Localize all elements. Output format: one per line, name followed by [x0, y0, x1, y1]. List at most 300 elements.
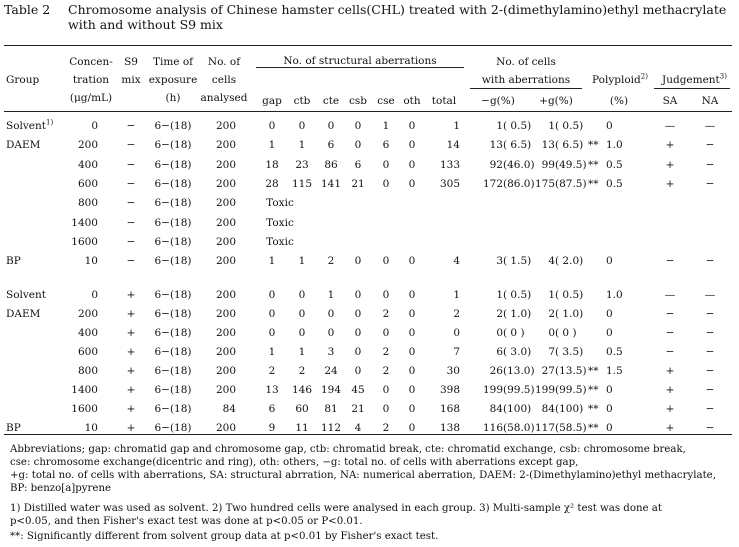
header-with-ab-1: No. of cells — [496, 56, 556, 68]
cell-gap: 9 — [268, 422, 276, 434]
cell-total: 7 — [453, 346, 460, 358]
cell-total: 1 — [453, 289, 460, 301]
cell-cse: 0 — [382, 327, 390, 339]
cell-sa: — — [664, 289, 676, 301]
cell-pg-p: ( 1.0) — [555, 308, 584, 320]
cell-pg-s: ** — [588, 158, 599, 171]
cell-poly: 0 — [606, 308, 613, 320]
cell-ctb: 60 — [295, 403, 309, 415]
cell-oth: 0 — [408, 384, 416, 396]
cell-ctb: 11 — [295, 422, 309, 434]
cell-csb: 0 — [354, 255, 362, 268]
cell-ctb: 146 — [291, 384, 313, 396]
cell-sa: − — [665, 327, 675, 339]
cell-na: − — [705, 158, 715, 171]
cell-gap: Toxic — [266, 197, 294, 210]
cell-ctb: 1 — [298, 346, 306, 358]
cell-oth: 0 — [408, 177, 416, 190]
cell-sa: + — [665, 365, 675, 377]
cell-cse: 0 — [382, 384, 390, 396]
cell-gap: 2 — [268, 365, 276, 377]
cell-ctb: 23 — [295, 158, 309, 171]
cell-cse: 2 — [382, 308, 390, 320]
header-ctb: ctb — [293, 95, 311, 107]
cell-pg-n: 99 — [541, 158, 555, 171]
cell-sa: + — [665, 139, 675, 152]
cell-conc: 200 — [77, 308, 98, 320]
cell-poly: 0 — [606, 255, 613, 268]
header-time-2: exposure — [148, 74, 198, 86]
cell-total: 0 — [453, 327, 460, 339]
cell-oth: 0 — [408, 120, 416, 132]
cell-csb: 45 — [351, 384, 365, 396]
cell-mg-p: (99.5) — [503, 384, 535, 396]
cell-oth: 0 — [408, 422, 416, 434]
cell-sa: — — [664, 120, 676, 132]
cell-pg-n: 13 — [541, 139, 555, 152]
cell-mg-n: 172 — [482, 177, 503, 190]
cell-mg-p: ( 6.5) — [503, 139, 532, 152]
cell-gap: 0 — [268, 120, 276, 132]
cell-na: − — [705, 177, 715, 190]
cell-cells: 200 — [215, 235, 236, 248]
cell-na: − — [705, 327, 715, 339]
cell-s9: + — [126, 308, 136, 320]
cell-csb: 4 — [354, 422, 362, 434]
cell-group: DAEM — [6, 139, 41, 152]
header-polyploid-unit: (%) — [609, 95, 629, 107]
cell-ctb: 0 — [298, 120, 306, 132]
cell-cells: 200 — [215, 384, 236, 396]
cell-conc: 800 — [77, 197, 98, 210]
cell-total: 138 — [439, 422, 460, 434]
cell-conc: 1600 — [71, 235, 98, 248]
cell-csb: 0 — [354, 365, 362, 377]
cell-cse: 0 — [382, 255, 390, 268]
cell-cse: 0 — [382, 289, 390, 301]
cell-ctb: 0 — [298, 327, 306, 339]
cell-gap: 13 — [265, 384, 279, 396]
cell-oth: 0 — [408, 255, 416, 268]
cell-time: 6−(18) — [154, 422, 192, 434]
cell-total: 4 — [453, 255, 460, 268]
cell-oth: 0 — [408, 139, 416, 152]
cell-conc: 600 — [77, 346, 98, 358]
cell-oth: 0 — [408, 346, 416, 358]
cell-poly: 0 — [606, 422, 613, 434]
cell-s9: − — [126, 158, 136, 171]
cell-gap: 1 — [268, 346, 276, 358]
cell-conc: 200 — [77, 139, 98, 152]
cell-mg-n: 26 — [489, 365, 503, 377]
cell-pg-p: (100) — [555, 403, 584, 415]
cell-pg-p: ( 0.5) — [555, 120, 584, 132]
cell-gap: 0 — [268, 327, 276, 339]
cell-s9: − — [126, 197, 136, 210]
cell-poly: 1.0 — [606, 139, 623, 152]
cell-pg-n: 199 — [534, 384, 555, 396]
cell-s9: − — [126, 235, 136, 248]
header-struct-title: No. of structural aberrations — [283, 55, 437, 67]
footnote-line5: 1) Distilled water was used as solvent. 2) Two hundred cells were analysed in each group. 3) Multi-sample χ² test was done at — [10, 503, 662, 514]
cell-mg-p: (58.0) — [503, 422, 535, 434]
table-label: Table 2 — [4, 2, 51, 17]
cell-group: BP — [6, 255, 21, 268]
cell-cells: 200 — [215, 177, 236, 190]
cell-poly: 0 — [606, 384, 613, 396]
cell-cse: 0 — [382, 158, 390, 171]
cell-sa: + — [665, 422, 675, 434]
header-s9-1: S9 — [124, 56, 138, 68]
cell-csb: 0 — [354, 289, 362, 301]
cell-csb: 0 — [354, 346, 362, 358]
cell-time: 6−(18) — [154, 289, 192, 301]
cell-csb: 0 — [354, 139, 362, 152]
cell-time: 6−(18) — [154, 197, 192, 210]
cell-pg-n: 4 — [548, 255, 555, 268]
cell-conc: 1600 — [71, 403, 98, 415]
header-group: Group — [6, 74, 40, 86]
cell-time: 6−(18) — [154, 365, 192, 377]
footnote-line7: **: Significantly different from solvent group data at p<0.01 by Fisher's exact test. — [10, 531, 439, 542]
cell-cells: 200 — [215, 139, 236, 152]
cell-time: 6−(18) — [154, 235, 192, 248]
cell-conc: 600 — [77, 177, 98, 190]
cell-pg-n: 84 — [541, 403, 555, 415]
cell-pg-s: ** — [588, 365, 599, 377]
cell-poly: 0.5 — [606, 158, 623, 171]
cell-total: 1 — [453, 120, 460, 132]
cell-oth: 0 — [408, 327, 416, 339]
judgement-header-rule — [654, 88, 730, 89]
cell-sa: + — [665, 384, 675, 396]
cell-mg-n: 3 — [496, 255, 503, 268]
cell-poly: 1.0 — [606, 289, 623, 301]
cell-cte: 3 — [327, 346, 335, 358]
cell-time: 6−(18) — [154, 384, 192, 396]
cell-cells: 200 — [215, 422, 236, 434]
footnote-line1: Abbreviations; gap: chromatid gap and chromosome gap, ctb: chromatid break, cte: chromatid exchange, csb: chromosome break, — [10, 444, 686, 455]
cell-pg-s: ** — [588, 384, 599, 396]
cell-ctb: 2 — [298, 365, 306, 377]
cell-mg-n: 6 — [496, 346, 503, 358]
header-total: total — [431, 95, 457, 107]
cell-group: BP — [6, 422, 21, 434]
cell-cte: 24 — [324, 365, 338, 377]
cell-cte: 1 — [327, 289, 335, 301]
cell-mg-n: 84 — [489, 403, 503, 415]
cell-cse: 0 — [382, 177, 390, 190]
cell-time: 6−(18) — [154, 255, 192, 268]
header-conc-2: tration — [72, 74, 110, 86]
cell-mg-p: ( 0 ) — [503, 327, 525, 339]
header-judgement: Judgement$^{3)}$ — [662, 72, 727, 86]
cell-s9: + — [126, 422, 136, 434]
cell-cells: 200 — [215, 255, 236, 268]
cell-mg-n: 1 — [496, 120, 503, 132]
table-title-line2: with and without S9 mix — [68, 17, 223, 32]
cell-ctb: 0 — [298, 308, 306, 320]
cell-time: 6−(18) — [154, 120, 192, 132]
cell-s9: − — [126, 255, 136, 268]
cell-time: 6−(18) — [154, 139, 192, 152]
cell-ctb: 115 — [291, 177, 313, 190]
cell-conc: 400 — [77, 158, 98, 171]
cell-pg-n: 1 — [548, 289, 555, 301]
cell-pg-s: ** — [588, 422, 599, 434]
header-cte: cte — [322, 95, 340, 107]
table-title-line1: Chromosome analysis of Chinese hamster cells(CHL) treated with 2-(dimethylamino)ethyl methacrylate — [68, 2, 727, 17]
cell-pg-n: 2 — [548, 308, 555, 320]
cell-oth: 0 — [408, 158, 416, 171]
header-with-ab-2: with aberrations — [481, 74, 571, 86]
cell-mg-n: 2 — [496, 308, 503, 320]
cell-cells: 200 — [215, 216, 236, 229]
cell-mg-n: 199 — [482, 384, 503, 396]
cell-mg-n: 92 — [489, 158, 503, 171]
footnote-line2: cse: chromosome exchange(dicentric and ring), oth: others, −g: total no. of cells with aberrations except gap, — [10, 457, 579, 468]
cell-cells: 200 — [215, 197, 236, 210]
header-cells-1: No. of — [207, 56, 241, 68]
cell-mg-p: ( 0.5) — [503, 289, 532, 301]
cell-pg-p: (87.5) — [555, 177, 587, 190]
cell-pg-p: ( 0 ) — [555, 327, 577, 339]
cell-cte: 141 — [320, 177, 342, 190]
cell-time: 6−(18) — [154, 216, 192, 229]
cell-pg-n: 1 — [548, 120, 555, 132]
cells-header-rule — [470, 88, 582, 89]
cell-oth: 0 — [408, 403, 416, 415]
cell-na: − — [705, 403, 715, 415]
cell-total: 305 — [439, 177, 460, 190]
header-gap: gap — [262, 95, 282, 107]
cell-cells: 200 — [215, 308, 236, 320]
cell-na: − — [705, 422, 715, 434]
cell-total: 2 — [453, 308, 460, 320]
cell-mg-n: 13 — [489, 139, 503, 152]
cell-s9: + — [126, 289, 136, 301]
header-time-1: Time of — [152, 56, 194, 68]
cell-ctb: 1 — [298, 255, 306, 268]
header-na: NA — [701, 95, 719, 107]
cell-s9: − — [126, 216, 136, 229]
cell-pg-p: (49.5) — [555, 158, 587, 171]
cell-conc: 10 — [84, 255, 98, 268]
cell-conc: 0 — [91, 289, 98, 301]
cell-ctb: 0 — [298, 289, 306, 301]
header-conc-1: Concen- — [69, 56, 113, 68]
cell-csb: 0 — [354, 327, 362, 339]
cell-poly: 0.5 — [606, 346, 623, 358]
cell-gap: 0 — [268, 289, 276, 301]
cell-mg-p: ( 1.5) — [503, 255, 532, 268]
cell-pg-p: (58.5) — [555, 422, 587, 434]
cell-csb: 0 — [354, 120, 362, 132]
top-rule — [4, 45, 732, 46]
cell-cte: 0 — [327, 308, 335, 320]
cell-time: 6−(18) — [154, 346, 192, 358]
cell-time: 6−(18) — [154, 177, 192, 190]
cell-total: 14 — [446, 139, 460, 152]
cell-gap: Toxic — [266, 216, 294, 229]
cell-cse: 2 — [382, 365, 390, 377]
cell-sa: − — [665, 255, 675, 268]
cell-gap: 0 — [268, 308, 276, 320]
cell-mg-p: (100) — [503, 403, 532, 415]
cell-gap: 1 — [268, 139, 276, 152]
footnote-line4: BP: benzo[a]pyrene — [10, 483, 112, 494]
cell-oth: 0 — [408, 289, 416, 301]
header-minus-g: −g(%) — [481, 95, 515, 107]
header-time-3: (h) — [165, 92, 181, 104]
cell-group: Solvent — [6, 289, 47, 301]
cell-group: Solvent$^{1)}$ — [6, 118, 54, 132]
cell-pg-s: ** — [588, 177, 599, 190]
cell-time: 6−(18) — [154, 403, 192, 415]
cell-na: − — [705, 308, 715, 320]
cell-poly: 0 — [606, 120, 613, 132]
cell-poly: 0 — [606, 403, 613, 415]
cell-pg-p: ( 6.5) — [555, 139, 584, 152]
cell-pg-s: ** — [588, 403, 599, 415]
cell-cells: 200 — [215, 289, 236, 301]
cell-pg-n: 117 — [534, 422, 555, 434]
footnote-line6: p<0.05, and then Fisher's exact test was done at p<0.05 or P<0.01. — [10, 516, 363, 527]
cell-conc: 0 — [91, 120, 98, 132]
cell-cells: 200 — [215, 346, 236, 358]
header-s9-2: mix — [121, 74, 141, 86]
cell-gap: Toxic — [266, 235, 294, 248]
cell-na: − — [705, 365, 715, 377]
cell-cells: 200 — [215, 120, 236, 132]
header-bottom-rule — [4, 111, 732, 112]
cell-cte: 0 — [327, 120, 335, 132]
cell-sa: + — [665, 177, 675, 190]
cell-gap: 6 — [268, 403, 276, 415]
cell-total: 168 — [439, 403, 460, 415]
cell-na: — — [704, 120, 716, 132]
cell-csb: 21 — [351, 403, 365, 415]
cell-csb: 6 — [354, 158, 362, 171]
cell-s9: − — [126, 139, 136, 152]
cell-gap: 28 — [265, 177, 279, 190]
cell-mg-n: 0 — [496, 327, 503, 339]
cell-pg-n: 175 — [534, 177, 555, 190]
header-cse: cse — [377, 95, 395, 107]
cell-oth: 0 — [408, 365, 416, 377]
cell-pg-s: ** — [588, 139, 599, 152]
cell-csb: 21 — [351, 177, 365, 190]
cell-cells: 84 — [222, 403, 236, 415]
cell-total: 133 — [439, 158, 460, 171]
cell-conc: 800 — [77, 365, 98, 377]
cell-cse: 2 — [382, 346, 390, 358]
cell-mg-p: ( 1.0) — [503, 308, 532, 320]
cell-cte: 81 — [324, 403, 338, 415]
cell-total: 398 — [439, 384, 460, 396]
cell-na: — — [704, 289, 716, 301]
cell-cells: 200 — [215, 158, 236, 171]
cell-time: 6−(18) — [154, 327, 192, 339]
cell-s9: + — [126, 327, 136, 339]
cell-s9: + — [126, 346, 136, 358]
cell-cse: 2 — [382, 422, 390, 434]
cell-mg-p: (46.0) — [503, 158, 535, 171]
cell-time: 6−(18) — [154, 308, 192, 320]
cell-sa: + — [665, 158, 675, 171]
cell-conc: 10 — [84, 422, 98, 434]
cell-pg-p: ( 2.0) — [555, 255, 584, 268]
cell-ctb: 1 — [298, 139, 306, 152]
cell-total: 30 — [446, 365, 460, 377]
cell-cte: 112 — [320, 422, 342, 434]
cell-oth: 0 — [408, 308, 416, 320]
cell-pg-p: (13.5) — [555, 365, 587, 377]
cell-pg-n: 0 — [548, 327, 555, 339]
cell-na: − — [705, 384, 715, 396]
header-conc-3: (μg/mL) — [69, 92, 113, 104]
cell-cte: 0 — [327, 327, 335, 339]
cell-conc: 1400 — [71, 216, 98, 229]
cell-s9: + — [126, 403, 136, 415]
cell-sa: − — [665, 346, 675, 358]
cell-s9: + — [126, 384, 136, 396]
cell-cte: 6 — [327, 139, 335, 152]
cell-gap: 18 — [265, 158, 279, 171]
header-csb: csb — [349, 95, 367, 107]
header-sa: SA — [662, 95, 678, 107]
footnote-line3: +g: total no. of cells with aberrations, SA: structural abrration, NA: numerical aberration, DAEM: 2-(Dimethylamino)ethyl methacrylate, — [10, 470, 716, 481]
cell-mg-p: ( 3.0) — [503, 346, 532, 358]
cell-poly: 1.5 — [606, 365, 623, 377]
header-cells-3: analysed — [200, 92, 248, 104]
cell-pg-n: 7 — [548, 346, 555, 358]
cell-cse: 0 — [382, 403, 390, 415]
cell-gap: 1 — [268, 255, 276, 268]
header-plus-g: +g(%) — [539, 95, 573, 107]
cell-na: − — [705, 346, 715, 358]
cell-sa: + — [665, 403, 675, 415]
cell-mg-n: 1 — [496, 289, 503, 301]
header-polyploid: Polyploid$^{2)}$ — [592, 72, 648, 86]
cell-group: DAEM — [6, 308, 41, 320]
cell-mg-p: ( 0.5) — [503, 120, 532, 132]
cell-s9: − — [126, 120, 136, 132]
cell-cte: 86 — [324, 158, 338, 171]
cell-cells: 200 — [215, 327, 236, 339]
cell-pg-n: 27 — [541, 365, 555, 377]
cell-cte: 194 — [320, 384, 342, 396]
cell-mg-p: (86.0) — [503, 177, 535, 190]
cell-pg-p: ( 3.5) — [555, 346, 584, 358]
header-oth: oth — [403, 95, 421, 107]
cell-conc: 1400 — [71, 384, 98, 396]
cell-time: 6−(18) — [154, 158, 192, 171]
cell-conc: 400 — [77, 327, 98, 339]
cell-sa: − — [665, 308, 675, 320]
cell-mg-n: 116 — [482, 422, 503, 434]
cell-cells: 200 — [215, 365, 236, 377]
cell-s9: − — [126, 177, 136, 190]
cell-cte: 2 — [327, 255, 335, 268]
cell-pg-p: ( 0.5) — [555, 289, 584, 301]
cell-s9: + — [126, 365, 136, 377]
cell-poly: 0.5 — [606, 177, 623, 190]
cell-poly: 0 — [606, 327, 613, 339]
cell-pg-p: (99.5) — [555, 384, 587, 396]
cell-csb: 0 — [354, 308, 362, 320]
cell-na: − — [705, 139, 715, 152]
